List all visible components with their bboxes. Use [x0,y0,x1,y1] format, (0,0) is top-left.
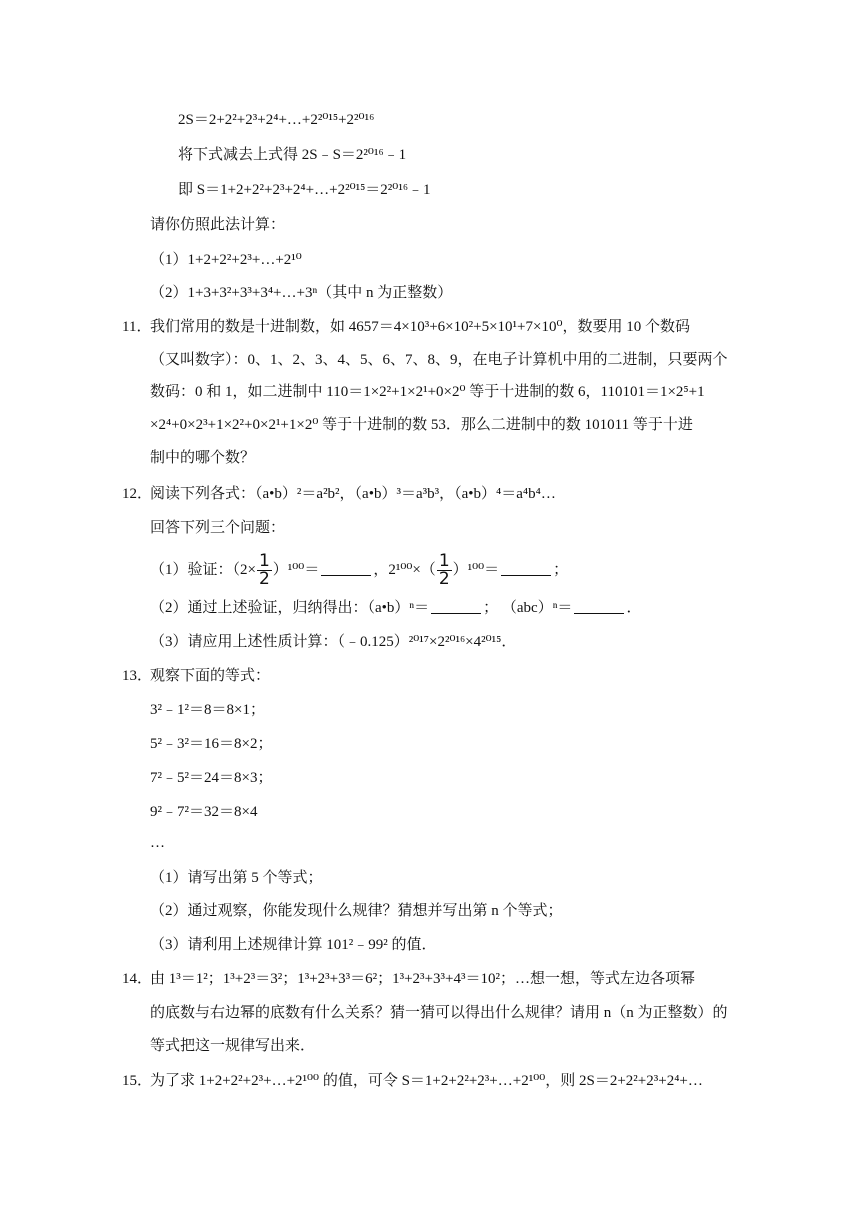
fraction-denominator: 2 [258,569,270,590]
problem-14-number: 14． [122,971,153,987]
problem-15-line-1: 为了求 1+2+2²+2³+…+2¹⁰⁰ 的值，可令 S＝1+2+2²+2³+…+2¹⁰⁰，则 2S＝2+2²+2³+2⁴+… [150,1073,703,1089]
q2-part-c: ． [626,600,642,616]
q1-part-d: ）¹⁰⁰＝ [452,562,500,578]
ellipsis: … [150,835,165,851]
fraction-numerator: 1 [258,551,270,572]
problem-13-question-1: （1）请写出第 5 个等式； [150,870,323,886]
problem-14-line-1: 由 1³＝1²；1³+2³＝3²；1³+2³+3³＝6²；1³+2³+3³+4³＝10²；…想一想，等式左边各项幂 [150,971,695,987]
intro-line-3: 即 S＝1+2+2²+2³+2⁴+…+2²⁰¹⁵＝2²⁰¹⁶﹣1 [178,182,431,198]
problem-11-line-4: ×2⁴+0×2³+1×2²+0×2¹+1×2⁰ 等于十进制的数 53．那么二进制中的数 101011 等于十进 [150,417,693,433]
problem-12-number: 12． [122,486,153,502]
problem-12-question-3: （3）请应用上述性质计算：（﹣0.125）²⁰¹⁷×2²⁰¹⁶×4²⁰¹⁵． [150,634,517,650]
fraction-one-half-2 [437,553,452,588]
answer-blank-4[interactable] [574,599,624,614]
intro-question-1: （1）1+2+2²+2³+…+2¹⁰ [150,252,302,268]
problem-14-line-2: 的底数与右边幂的底数有什么关系？猜一猜可以得出什么规律？请用 n（n 为正整数）的 [150,1005,728,1021]
problem-11-line-2: （又叫数字）：0、1、2、3、4、5、6、7、8、9，在电子计算机中用的二进制，只要两个 [150,352,728,368]
q1-part-e: ； [553,562,569,578]
problem-12-line-1: 阅读下列各式：（a•b）²＝a²b²，（a•b）³＝a³b³，（a•b）⁴＝a⁴b⁴… [150,486,556,502]
problem-14-line-3: 等式把这一规律写出来． [150,1038,316,1054]
problem-11-line-1: 我们常用的数是十进制数，如 4657＝4×10³+6×10²+5×10¹+7×10⁰，数要用 10 个数码 [150,319,690,335]
q2-part-b: ； （abc）ⁿ＝ [483,600,573,616]
problem-12-line-2: 回答下列三个问题： [150,520,286,536]
problem-11-line-5: 制中的哪个数？ [150,450,256,466]
problem-13-number: 13． [122,668,153,684]
problem-13-line-1: 观察下面的等式： [150,668,271,684]
answer-blank-1[interactable] [321,561,371,576]
answer-blank-3[interactable] [431,599,481,614]
problem-13-question-2: （2）通过观察，你能发现什么规律？猜想并写出第 n 个等式； [150,903,563,919]
q1-part-c: ，2¹⁰⁰×（ [373,562,436,578]
equation-3: 7²﹣5²＝24＝8×3； [150,770,273,786]
equation-4: 9²﹣7²＝32＝8×4 [150,804,258,820]
fraction-numerator: 1 [438,551,450,572]
problem-15-number: 15． [122,1073,153,1089]
intro-line-1: 2S＝2+2²+2³+2⁴+…+2²⁰¹⁵+2²⁰¹⁶ [178,112,375,128]
q1-part-b: ）¹⁰⁰＝ [272,562,320,578]
intro-question-2: （2）1+3+3²+3³+3⁴+…+3ⁿ（其中 n 为正整数） [150,285,453,301]
equation-2: 5²﹣3²＝16＝8×2； [150,736,273,752]
answer-blank-2[interactable] [501,561,551,576]
q2-part-a: （2）通过上述验证，归纳得出：（a•b）ⁿ＝ [150,600,430,616]
intro-prompt: 请你仿照此法计算： [150,217,286,233]
problem-13-question-3: （3）请利用上述规律计算 101²﹣99² 的值． [150,937,437,953]
fraction-denominator: 2 [438,569,450,590]
q1-part-a: （1）验证：（2× [150,562,256,578]
fraction-one-half [257,553,272,588]
intro-line-2: 将下式减去上式得 2S﹣S＝2²⁰¹⁶﹣1 [178,147,407,163]
problem-12-question-1 [150,552,568,588]
problem-12-question-2 [150,598,641,618]
problem-11-number: 11． [122,319,152,335]
problem-11-line-3: 数码：0 和 1，如二进制中 110＝1×2²+1×2¹+0×2⁰ 等于十进制的数 6，110101＝1×2⁵+1 [150,384,705,400]
equation-1: 3²﹣1²＝8＝8×1； [150,702,265,718]
